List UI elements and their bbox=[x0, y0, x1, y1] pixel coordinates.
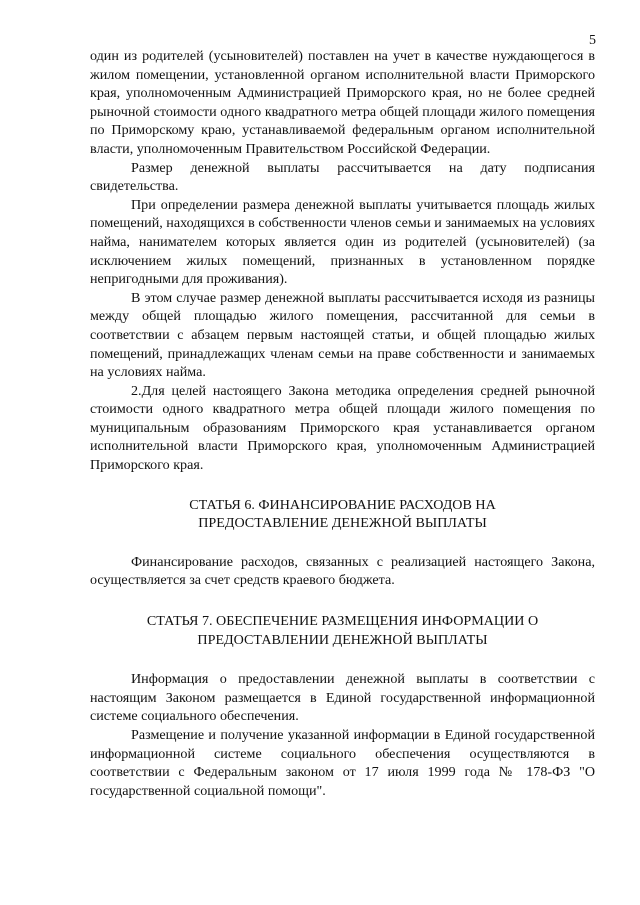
article-6-heading bbox=[90, 496, 595, 533]
page-number: 5 bbox=[589, 33, 596, 48]
article-7-heading-line2: ПРЕДОСТАВЛЕНИИ ДЕНЕЖНОЙ ВЫПЛАТЫ bbox=[197, 631, 488, 648]
paragraph-payment-date: Размер денежной выплаты рассчитывается на дату подписания свидетельства. bbox=[90, 159, 595, 195]
page-content bbox=[90, 47, 595, 800]
article-6-paragraph: Финансирование расходов, связанных с реализацией настоящего Закона, осуществляется за счет средств краевого бюджета. bbox=[90, 553, 595, 589]
paragraph-area-calculation: При определении размера денежной выплаты учитывается площадь жилых помещений, находящихся в собственности членов семьи и занимаемых на условиях найма, нанимателем которых является один из родителей (усыновителей) (за исключением жилых помещений, признанных в установленном порядке непригодными для проживания). bbox=[90, 196, 595, 288]
article-7-heading-line1: СТАТЬЯ 7. ОБЕСПЕЧЕНИЕ РАЗМЕЩЕНИЯ ИНФОРМАЦИИ О bbox=[146, 613, 539, 630]
article-7-paragraph-1: Информация о предоставлении денежной выплаты в соответствии с настоящим Законом размещается в Единой государственной информационной системе социального обеспечения. bbox=[90, 671, 595, 725]
paragraph-methodology: 2.Для целей настоящего Закона методика определения средней рыночной стоимости одного квадратного метра общей площади жилого помещения по муниципальным образованиям Приморского края устанавливается органом исполнительной власти Приморского края, уполномоченным Администрацией Приморского края. bbox=[90, 382, 595, 474]
article-6-heading-line2: ПРЕДОСТАВЛЕНИЕ ДЕНЕЖНОЙ ВЫПЛАТЫ bbox=[198, 515, 487, 532]
paragraph-difference-calculation: В этом случае размер денежной выплаты рассчитывается исходя из разницы между общей площадью жилого помещения, рассчитанной для семьи в соответствии с абзацем первым настоящей статьи, и общей площадью жилых помещений, принадлежащих членам семьи на праве собственности и занимаемых на условиях найма. bbox=[90, 289, 595, 381]
article-6-heading-line1: СТАТЬЯ 6. ФИНАНСИРОВАНИЕ РАСХОДОВ НА bbox=[189, 496, 496, 513]
paragraph-continuation: один из родителей (усыновителей) поставлен на учет в качестве нуждающегося в жилом помещении, установленной органом исполнительной власти Приморского края, уполномоченным Администрацией Приморского края, но не более средней рыночной стоимости одного квадратного метра общей площади жилого помещения по Приморскому краю, устанавливаемой федеральным органом исполнительной власти, уполномоченным Правительством Российской Федерации. bbox=[90, 48, 595, 157]
article-7-heading bbox=[90, 612, 595, 649]
article-7-paragraph-2: Размещение и получение указанной информации в Единой государственной информационной системе социального обеспечения осуществляются в соответствии с Федеральным законом от 17 июля 1999 года № 178-ФЗ "О государственной социальной помощи". bbox=[90, 727, 595, 799]
